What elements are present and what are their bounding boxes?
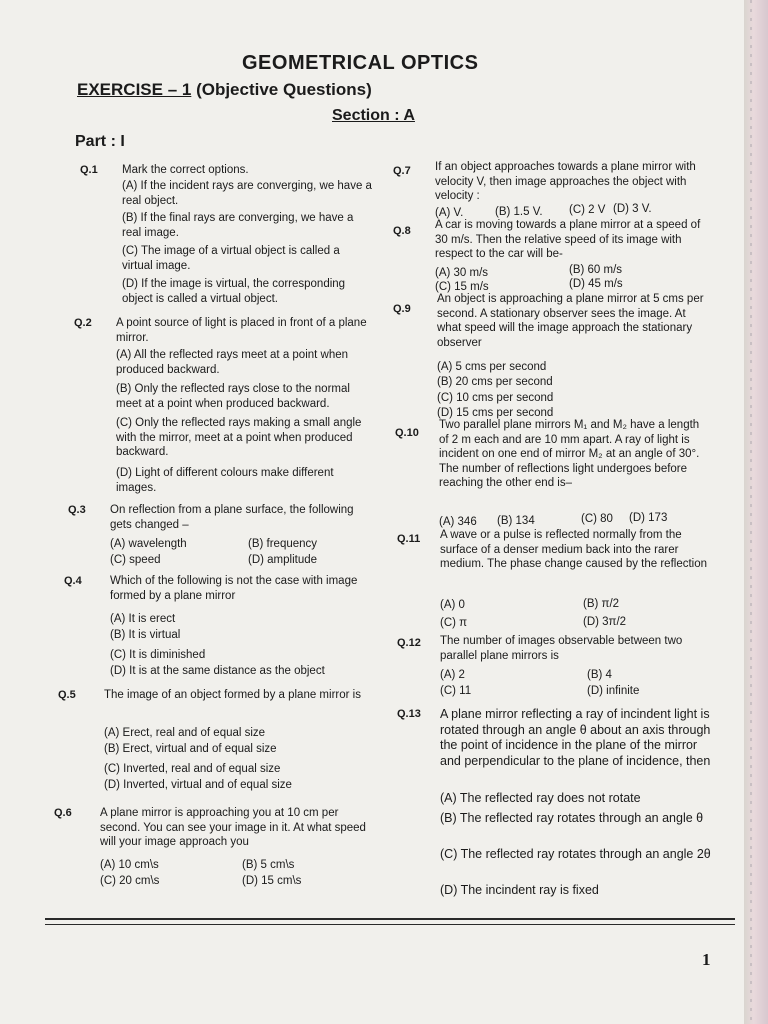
section-heading: Section : A (332, 107, 415, 124)
option-c: (C) 20 cm\s (100, 875, 160, 887)
question-text: A plane mirror reflecting a ray of incindent light is rotated through an angle θ about an axis through the point of incidence in the plane of the mirror and perpendicular to the plane of incidence, then (440, 707, 711, 768)
option-b: (B) 60 m/s (569, 264, 623, 276)
option-c: (C) The image of a virtual object is called a virtual image. (122, 245, 340, 272)
option-b: (B) 4 (587, 669, 612, 681)
option-c: (C) It is diminished (110, 649, 206, 661)
footer-rule-thin (45, 924, 735, 925)
option-d: (D) Inverted, virtual and of equal size (104, 779, 292, 791)
question-number: Q.1 (80, 164, 98, 176)
question-text: The image of an object formed by a plane mirror is (104, 689, 361, 701)
option-d: (D) Light of different colours make different images. (116, 467, 334, 494)
question-number: Q.6 (54, 807, 72, 819)
option-d: (D) 15 cms per second (437, 407, 554, 419)
option-a: (A) wavelength (110, 538, 187, 550)
option-c: (C) 11 (440, 685, 472, 697)
page-edge (744, 0, 768, 1024)
question-text: A point source of light is placed in front of a plane mirror. (116, 317, 367, 344)
question-text: A plane mirror is approaching you at 10 cm per second. You can see your image in it. At what speed will your image approach you (100, 807, 366, 848)
question-number: Q.9 (393, 303, 411, 315)
option-c: (C) 15 m/s (435, 281, 489, 293)
option-b: (B) 134 (497, 515, 535, 527)
option-b: (B) 5 cm\s (242, 859, 295, 871)
option-a: (A) 30 m/s (435, 267, 489, 279)
question-text: A wave or a pulse is reflected normally from the surface of a denser medium back into the rarer medium. The phase change caused by the reflection (440, 529, 708, 570)
question-number: Q.11 (397, 533, 421, 545)
question-text: The number of images observable between two parallel plane mirrors is (440, 635, 683, 662)
question-text: If an object approaches towards a plane mirror with velocity V, then image approaches the object with velocity : (435, 161, 696, 202)
option-a: (A) All the reflected rays meet at a point when produced backward. (116, 349, 349, 376)
option-b: (B) It is virtual (110, 629, 181, 641)
option-a: (A) 346 (439, 516, 477, 528)
page-title: GEOMETRICAL OPTICS (242, 52, 479, 74)
question-number: Q.10 (395, 427, 419, 439)
option-a: (A) V. (435, 207, 464, 219)
question-number: Q.3 (68, 504, 86, 516)
option-d: (D) amplitude (248, 554, 318, 566)
option-b: (B) π/2 (583, 598, 620, 610)
question-number: Q.2 (74, 317, 92, 329)
question-number: Q.13 (397, 708, 421, 720)
exercise-subtitle: (Objective Questions) (196, 80, 372, 99)
option-b: (B) frequency (248, 538, 318, 550)
question-text: Two parallel plane mirrors M₁ and M₂ have a length of 2 m each and are 10 mm apart. A ray of light is incident on one end of mirror M₂ at an angle of 30°. The number of reflections light undergoes before reaching the other end is– (439, 419, 700, 489)
option-c: (C) The reflected ray rotates through an angle 2θ (440, 847, 711, 861)
option-a: (A) 10 cm\s (100, 859, 159, 871)
question-text: A car is moving towards a plane mirror at a speed of 30 m/s. Then the relative speed of its image with respect to the car will be- (435, 219, 701, 260)
option-c: (C) π (440, 617, 468, 629)
option-c: (C) Only the reflected rays making a small angle with the mirror, meet at a point when produced backward. (116, 417, 362, 458)
footer-rule (45, 918, 735, 920)
question-text: An object is approaching a plane mirror at 5 cms per second. A stationary observer sees the image. At what speed will the image approach the stationary observer (437, 293, 704, 349)
option-a: (A) It is erect (110, 613, 176, 625)
option-a: (A) Erect, real and of equal size (104, 727, 266, 739)
exercise-label: EXERCISE – 1 (77, 80, 192, 99)
option-a: (A) If the incident rays are converging, we have a real object. (122, 180, 372, 207)
option-d: (D) It is at the same distance as the object (110, 665, 325, 677)
part-heading: Part : I (75, 133, 125, 150)
page-number: 1 (702, 950, 711, 969)
option-d: (D) 15 cm\s (242, 875, 302, 887)
option-d: (D) If the image is virtual, the corresponding object is called a virtual object. (122, 278, 346, 305)
option-c: (C) 80 (581, 513, 613, 525)
option-b: (B) The reflected ray rotates through an angle θ (440, 811, 704, 825)
question-text: Mark the correct options. (122, 164, 249, 176)
option-d: (D) 173 (629, 512, 668, 524)
option-d: (D) infinite (587, 685, 640, 697)
question-number: Q.4 (64, 575, 82, 587)
option-a: (A) The reflected ray does not rotate (440, 791, 641, 805)
exercise-heading (77, 80, 372, 100)
question-number: Q.12 (397, 637, 421, 649)
question-number: Q.7 (393, 165, 411, 177)
option-d: (D) The incindent ray is fixed (440, 883, 599, 897)
option-d: (D) 45 m/s (569, 278, 623, 290)
option-b: (B) If the final rays are converging, we have a real image. (122, 212, 354, 239)
option-c: (C) 10 cms per second (437, 392, 554, 404)
option-c: (C) speed (110, 554, 161, 566)
option-d: (D) 3π/2 (583, 616, 627, 628)
option-d: (D) 3 V. (613, 203, 652, 215)
option-b: (B) 1.5 V. (495, 206, 543, 218)
question-number: Q.8 (393, 225, 411, 237)
option-b: (B) 20 cms per second (437, 376, 553, 388)
option-a: (A) 0 (440, 599, 465, 611)
option-b: (B) Erect, virtual and of equal size (104, 743, 277, 755)
option-a: (A) 5 cms per second (437, 361, 547, 373)
question-text: On reflection from a plane surface, the following gets changed – (110, 504, 354, 531)
option-a: (A) 2 (440, 669, 465, 681)
question-number: Q.5 (58, 689, 76, 701)
option-c: (C) 2 V (569, 204, 606, 216)
option-b: (B) Only the reflected rays close to the normal meet at a point when produced backward. (116, 383, 350, 410)
question-text: Which of the following is not the case with image formed by a plane mirror (110, 575, 358, 602)
option-c: (C) Inverted, real and of equal size (104, 763, 281, 775)
